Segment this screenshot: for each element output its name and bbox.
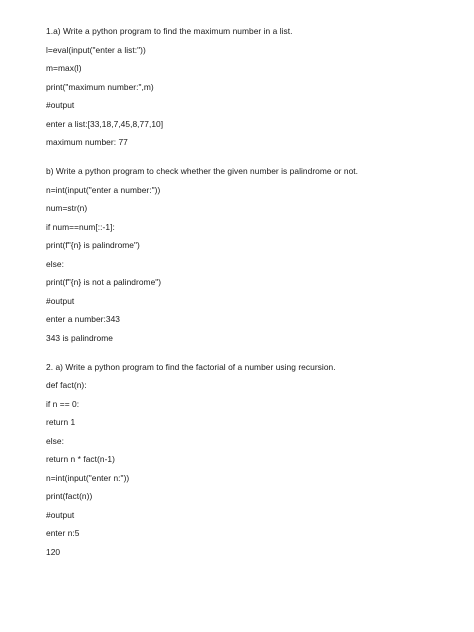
code-line: num=str(n) — [46, 203, 88, 213]
section-2a-factorial — [46, 362, 446, 558]
code-line: print(f"{n} is not a palindrome") — [46, 277, 162, 287]
output-line: maximum number: 77 — [46, 137, 128, 147]
section-1a-max-number — [46, 26, 446, 148]
code-line: return n * fact(n-1) — [46, 454, 115, 464]
code-line: if num==num[::-1]: — [46, 221, 115, 232]
code-line: else: — [46, 435, 64, 446]
code-line: print(fact(n)) — [46, 491, 93, 501]
code-line: print("maximum number:",m) — [46, 81, 154, 92]
code-line: l=eval(input("enter a list:")) — [46, 44, 146, 55]
output-label: #output — [46, 295, 75, 306]
code-line: return 1 — [46, 417, 76, 427]
output-label: #output — [46, 100, 75, 110]
code-line: if n == 0: — [46, 398, 80, 409]
document-content — [46, 26, 446, 565]
code-line: m=max(l) — [46, 63, 82, 73]
code-line: n=int(input("enter a number:")) — [46, 184, 161, 195]
question-heading: b) Write a python program to check whether the given number is palindrome or not. — [46, 166, 359, 176]
output-line: 120 — [46, 546, 61, 557]
output-label: #output — [46, 509, 75, 520]
output-line: 343 is palindrome — [46, 332, 113, 343]
code-line: n=int(input("enter n:")) — [46, 472, 130, 483]
output-line: enter n:5 — [46, 528, 80, 538]
question-heading: 1.a) Write a python program to find the maximum number in a list. — [46, 26, 293, 36]
code-line: print(f"{n} is palindrome") — [46, 240, 140, 250]
code-line: else: — [46, 258, 64, 269]
output-line: enter a number:343 — [46, 314, 120, 324]
section-1b-palindrome — [46, 166, 446, 344]
output-line: enter a list:[33,18,7,45,8,77,10] — [46, 118, 164, 129]
code-line: def fact(n): — [46, 380, 87, 390]
question-heading: 2. a) Write a python program to find the factorial of a number using recursion. — [46, 361, 336, 372]
